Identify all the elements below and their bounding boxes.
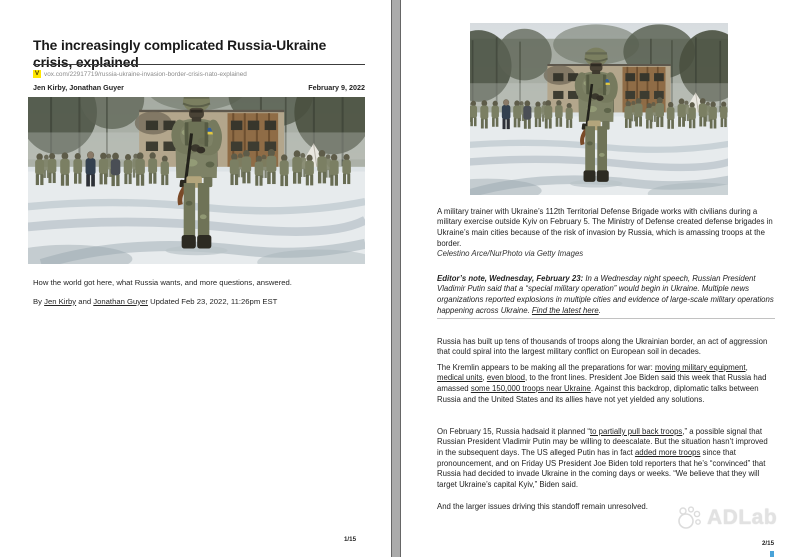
inline-link[interactable]: even blood	[486, 373, 526, 383]
body-paragraph-2: The Kremlin appears to be making all the preparations for war: moving military equipment, medical units, even blood, to the front lines. President Joe Biden said this week that Russia had amassed some 150,000 troops near Ukraine. Against this backdrop, diplomatic talks between Russia and the United States and its allies have not yet yielded any solutions.	[437, 362, 767, 404]
page-number-right: 2/15	[761, 540, 775, 547]
adlab-watermark	[677, 505, 777, 531]
article-meta-row	[33, 83, 365, 92]
article-photo-soldiers-wide	[28, 97, 365, 264]
article-title: The increasingly complicated Russia-Ukraine crisis, explained	[33, 38, 327, 70]
photo-credit: Celestino Arce/NurPhoto via Getty Images	[437, 249, 584, 259]
page-number-left: 1/15	[343, 536, 357, 543]
bottom-edge-blue-mark	[770, 551, 774, 557]
inline-link[interactable]: added more troops	[634, 447, 701, 457]
photo-caption	[437, 207, 775, 260]
editors-note: Editor’s note, Wednesday, February 23: In a Wednesday night speech, Russian President Vladimir Putin said that a “special military operation” would begin in Ukraine. Multiple news organizations reported explosions in multiple cities and evidence of large-scale military operations happening across Ukraine. Find the latest here.	[437, 273, 774, 315]
article-page-1	[0, 0, 391, 557]
section-divider	[437, 318, 775, 319]
inline-link[interactable]: medical units	[437, 373, 483, 383]
publish-date: February 9, 2022	[308, 83, 365, 92]
inline-link[interactable]: Find the latest here	[531, 305, 599, 315]
body-paragraph-1: Russia has built up tens of thousands of troops along the Ukrainian border, an act of aggression that could spiral into the largest military conflict on European soil in decades.	[437, 336, 768, 357]
article-photo-soldiers-tall	[470, 23, 728, 195]
adlab-watermark-text: ADLab	[707, 506, 778, 529]
source-url-link[interactable]: vox.com/22917719/russia-ukraine-invasion-border-crisis-nato-explained	[44, 70, 247, 78]
title-divider	[33, 64, 365, 65]
adlab-watermark-logo-icon	[677, 505, 703, 531]
inline-link[interactable]: moving military equipment	[655, 362, 746, 372]
article-byline: By Jen Kirby and Jonathan Guyer Updated Feb 23, 2022, 11:26pm EST	[33, 296, 278, 306]
photo-caption-text: A military trainer with Ukraine’s 112th Territorial Defense Brigade works with civilians during a military exercise outside Kyiv on February 5. The Ministry of Defense created defense brigades in Ukraine’s main cities because of the risk of invasion by Russia, which is amassing troops at the border.	[437, 206, 773, 248]
author-names: Jen Kirby, Jonathan Guyer	[33, 83, 124, 92]
inline-link[interactable]: some 150,000 troops near Ukraine	[470, 383, 591, 393]
inline-link[interactable]: Jonathan Guyer	[93, 296, 148, 306]
article-page-2	[401, 0, 795, 557]
body-paragraph-4: And the larger issues driving this standoff remain unresolved.	[437, 501, 648, 511]
page-divider-scrollbar[interactable]	[391, 0, 401, 557]
inline-link[interactable]: to partially pull back troops	[590, 426, 683, 436]
body-paragraph-3: On February 15, Russia hadsaid it planned “to partially pull back troops,” a possible signal that Russian President Vladimir Putin may be willing to deescalate. But the situation hasn’t improved in the subsequent days. The US alleged Putin has in fact added more troops since that pronouncement, and on Friday US President Joe Biden told reporters that he’s “convinced” that Russia had decided to invade Ukraine in the coming days or weeks. “We believe that they will target Ukraine’s capital Kyiv,” Biden said.	[437, 426, 768, 489]
source-url-row	[33, 69, 365, 79]
article-dek: How the world got here, what Russia wants, and more questions, answered.	[33, 277, 292, 287]
vox-logo-icon: V	[34, 70, 40, 77]
inline-link[interactable]: Jen Kirby	[44, 296, 77, 306]
